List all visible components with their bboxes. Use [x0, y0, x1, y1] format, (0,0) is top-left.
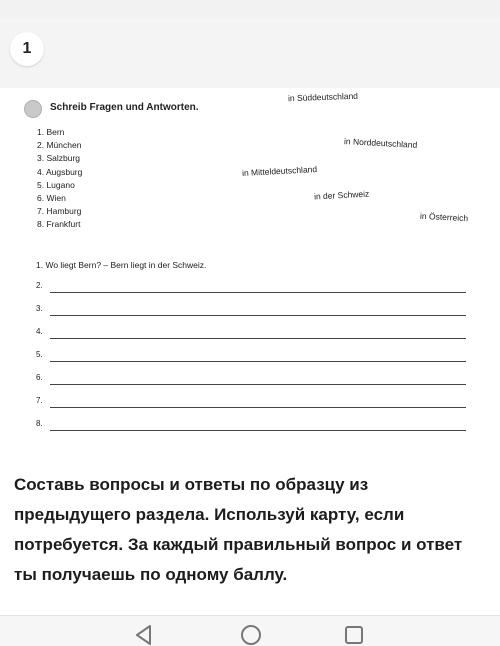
city-item: 4. Augsburg — [37, 166, 83, 177]
answer-number: 2. — [36, 281, 43, 290]
question-card — [0, 18, 500, 458]
city-item: 8. Frankfurt — [37, 219, 81, 230]
answer-row — [36, 419, 466, 433]
answer-row — [36, 373, 466, 387]
city-list — [37, 126, 82, 232]
answer-number: 6. — [36, 373, 43, 382]
answer-line — [50, 338, 466, 339]
answer-line — [50, 407, 466, 408]
home-circle-icon[interactable] — [240, 624, 262, 646]
answer-row — [36, 396, 466, 410]
region-norddeutschland: in Norddeutschland — [343, 136, 418, 150]
answer-number: 7. — [36, 396, 43, 405]
region-oesterreich: in Österreich — [419, 210, 469, 224]
answer-line — [50, 292, 466, 293]
question-number-badge: 1 — [10, 32, 44, 66]
city-item: 6. Wien — [37, 193, 66, 204]
recents-square-icon[interactable] — [344, 624, 364, 646]
city-item: 1. Bern — [37, 127, 65, 137]
answer-row — [36, 327, 466, 341]
answer-row — [36, 304, 466, 318]
answer-line — [50, 430, 466, 431]
answer-line — [50, 361, 466, 362]
city-item: 3. Salzburg — [37, 153, 80, 164]
answer-number: 4. — [36, 327, 43, 336]
city-item: 7. Hamburg — [37, 206, 82, 217]
exercise-icon — [24, 100, 42, 118]
city-item: 2. München — [37, 140, 82, 151]
answer-number: 5. — [36, 350, 43, 359]
region-schweiz: in der Schweiz — [313, 188, 370, 202]
top-strip — [0, 0, 500, 19]
answer-line — [50, 384, 466, 385]
example-sentence: 1. Wo liegt Bern? – Bern liegt in der Schweiz. — [36, 260, 207, 270]
worksheet-title: Schreib Fragen und Antworten. — [50, 102, 199, 113]
instructions-text: Составь вопросы и ответы по образцу из предыдущего раздела. Используй карту, если потребуется. За каждый правильный вопрос и ответ ты получаешь по одному баллу. — [14, 475, 463, 584]
answer-number: 3. — [36, 304, 43, 313]
android-navigation-bar — [0, 615, 500, 646]
city-item: 5. Lugano — [37, 179, 75, 190]
answer-row — [36, 281, 466, 295]
region-mitteldeutschland: in Mitteldeutschland — [241, 164, 318, 178]
region-sueddeutschland: in Süddeutschland — [287, 90, 359, 104]
answer-row — [36, 350, 466, 364]
answer-line — [50, 315, 466, 316]
answer-number: 8. — [36, 419, 43, 428]
worksheet-image — [0, 88, 500, 458]
back-triangle-icon[interactable] — [134, 624, 154, 646]
